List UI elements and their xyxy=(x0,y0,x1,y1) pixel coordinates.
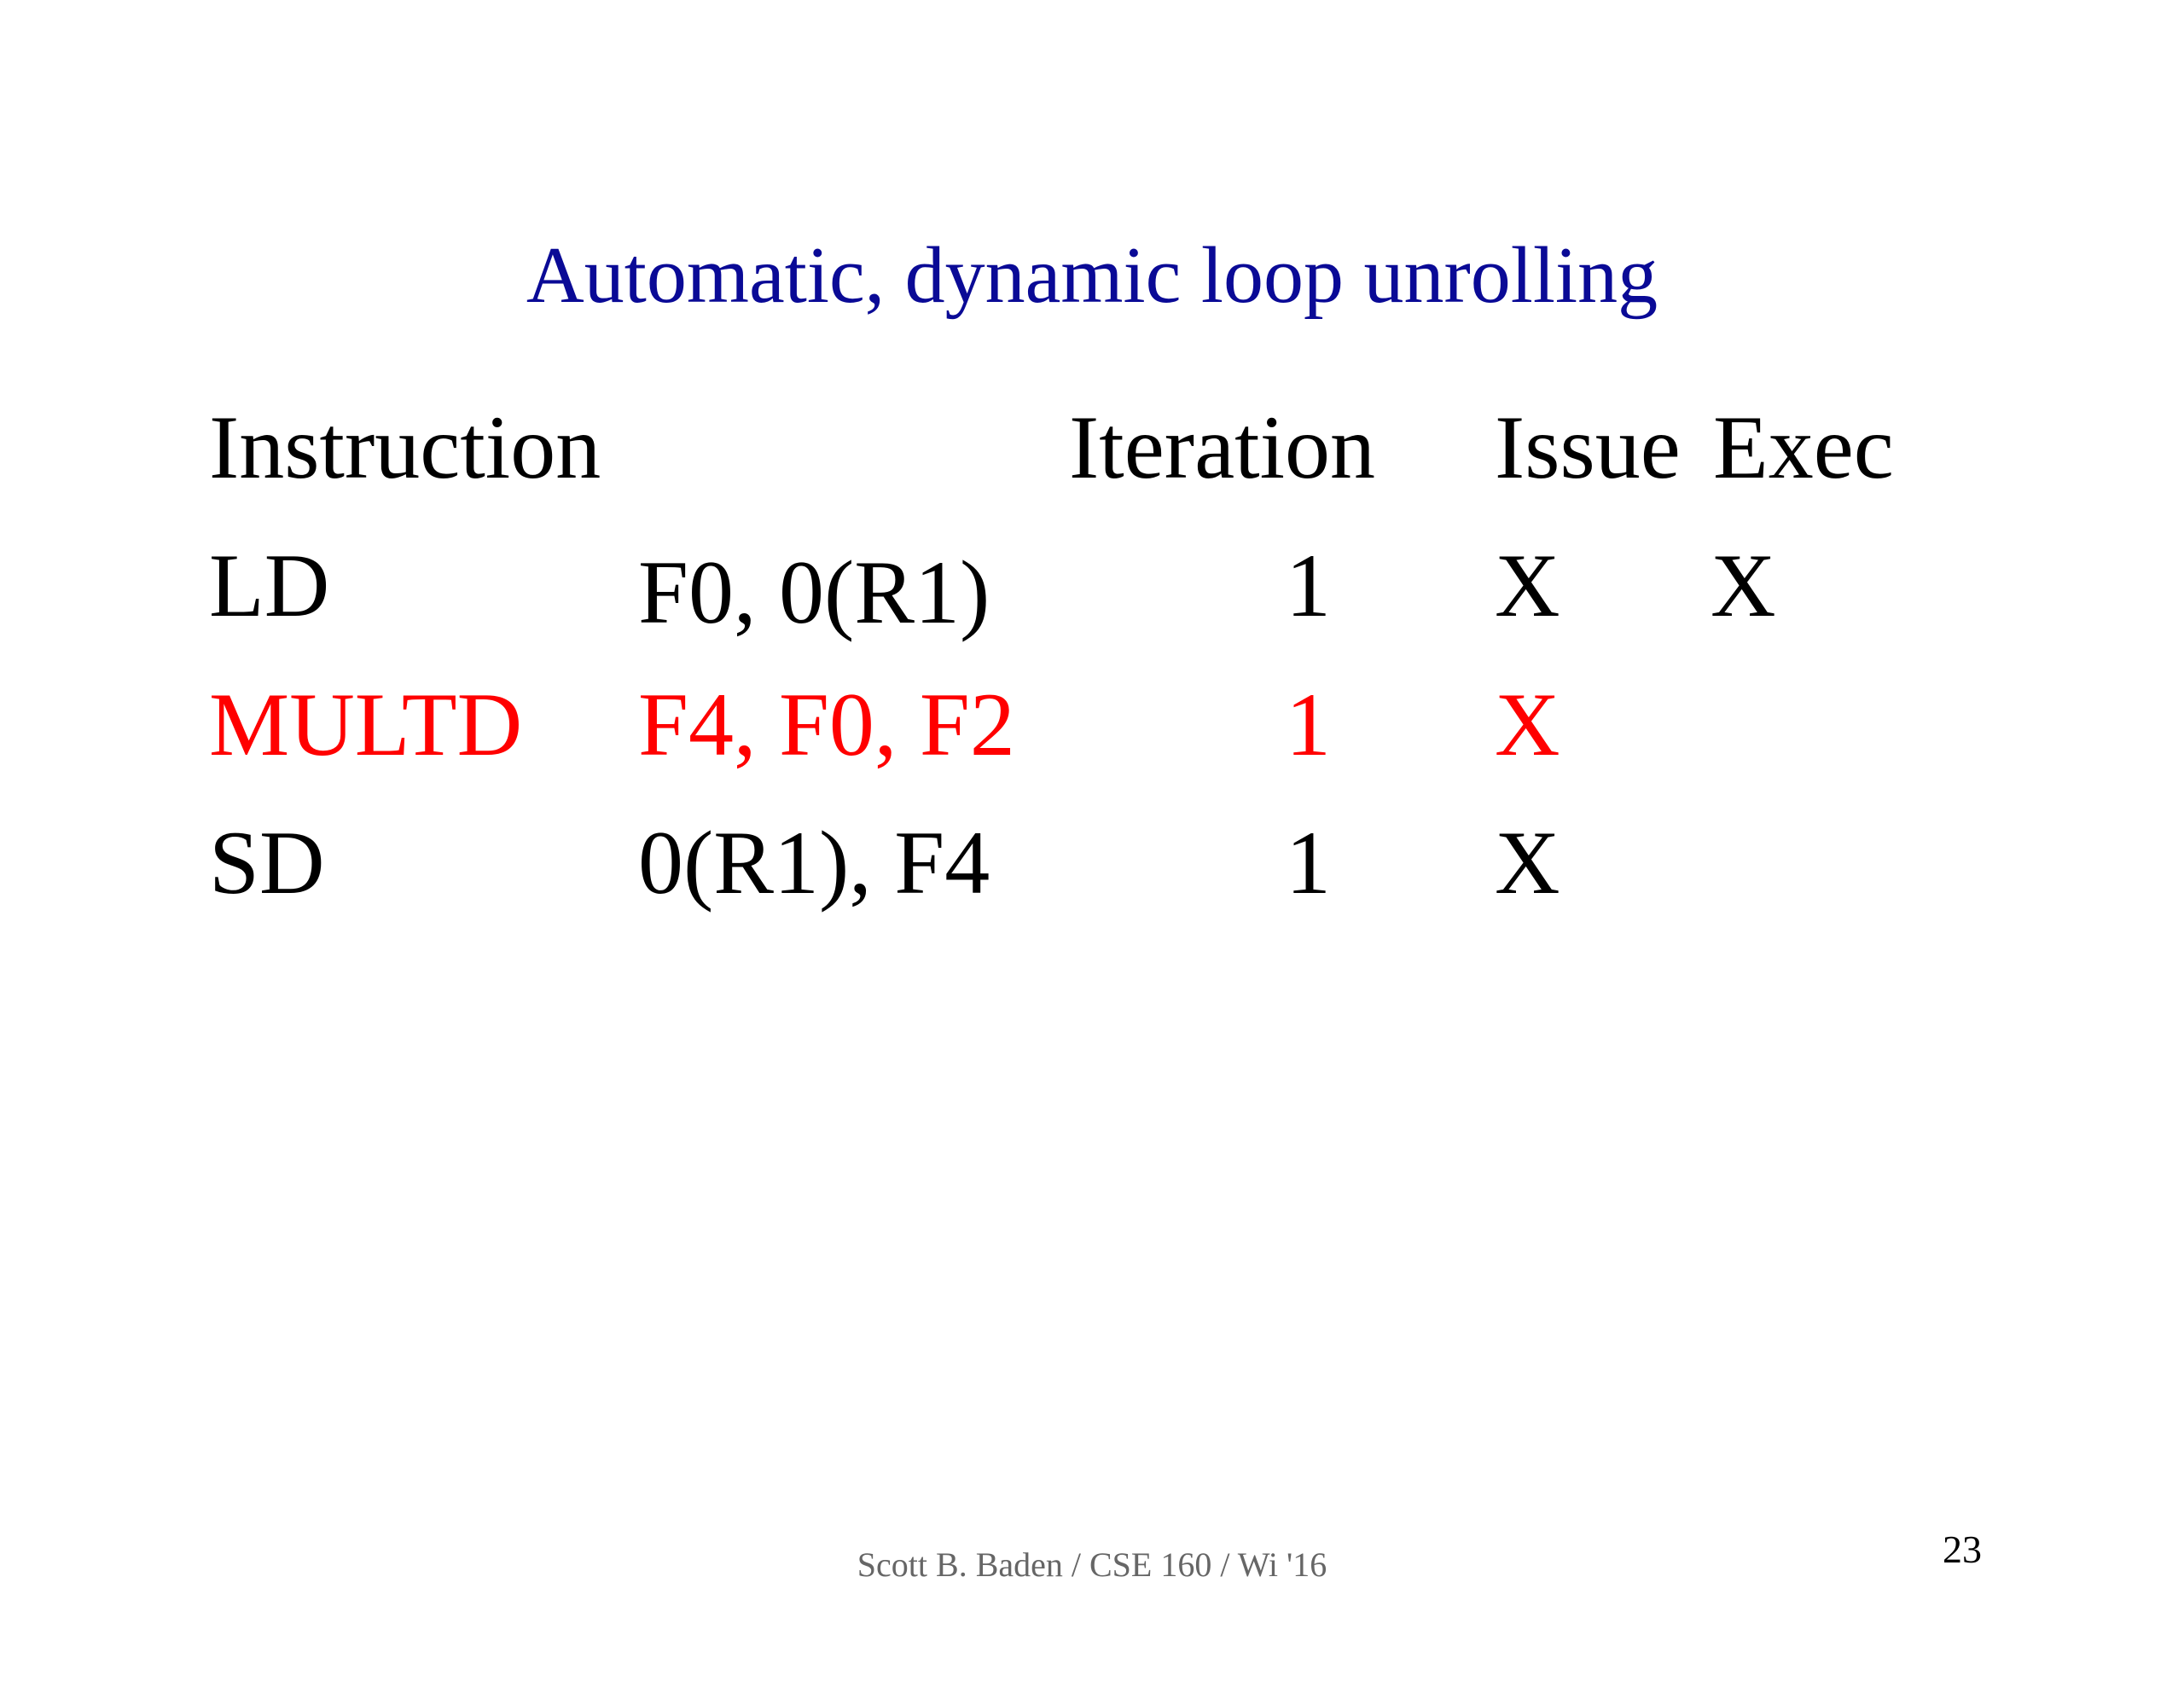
row-iteration: 1 xyxy=(1286,536,1331,635)
header-iteration: Iteration xyxy=(1069,397,1376,497)
slide-title: Automatic, dynamic loop unrolling xyxy=(526,231,1658,320)
header-instruction: Instruction xyxy=(209,397,601,497)
row-operands: F4, F0, F2 xyxy=(638,675,1015,774)
row-operands: F0, 0(R1) xyxy=(638,542,990,642)
row-op: LD xyxy=(209,536,330,635)
row-iteration: 1 xyxy=(1286,813,1331,913)
row-op: SD xyxy=(209,813,325,913)
row-iteration: 1 xyxy=(1286,675,1331,774)
page-number: 23 xyxy=(1943,1528,1982,1571)
header-exec: Exec xyxy=(1713,397,1894,497)
row-op: MULTD xyxy=(209,675,523,774)
row-issue: X xyxy=(1495,675,1560,774)
row-issue: X xyxy=(1495,813,1560,913)
row-operands: 0(R1), F4 xyxy=(638,813,990,913)
header-issue: Issue xyxy=(1495,397,1681,497)
row-exec: X xyxy=(1711,536,1776,635)
row-issue: X xyxy=(1495,536,1560,635)
slide-footer: Scott B. Baden / CSE 160 / Wi '16 xyxy=(857,1545,1327,1584)
